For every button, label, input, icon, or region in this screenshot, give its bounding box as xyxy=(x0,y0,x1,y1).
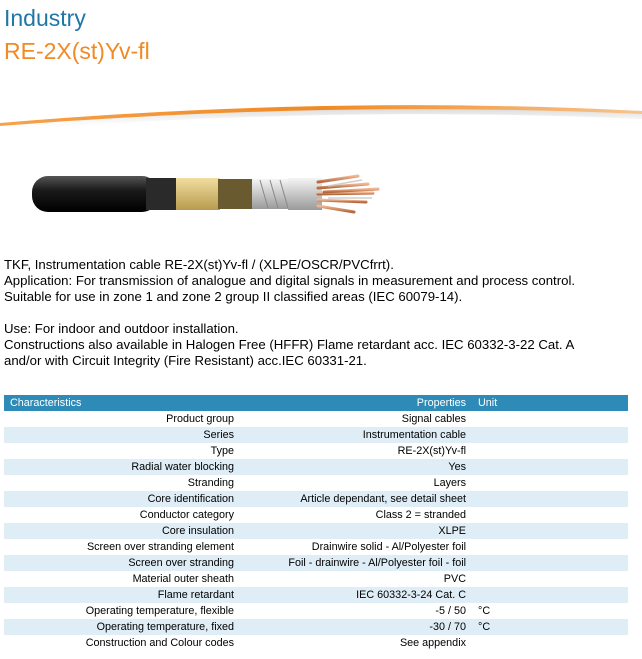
unit-cell: °C xyxy=(478,621,491,633)
characteristic-cell: Conductor category xyxy=(139,509,234,521)
characteristic-cell: Flame retardant xyxy=(157,589,234,601)
property-value-cell: Class 2 = stranded xyxy=(375,509,466,521)
table-row xyxy=(4,523,628,539)
characteristic-cell: Product group xyxy=(166,413,234,425)
header-characteristics: Characteristics xyxy=(10,397,82,409)
unit-cell xyxy=(472,443,628,459)
property-value-cell: Instrumentation cable xyxy=(362,429,466,441)
description-line: Constructions also available in Halogen Free (HFFR) Flame retardant acc. IEC 60332-3-22 Cat. A xyxy=(4,337,575,352)
table-row xyxy=(4,443,628,459)
table-row xyxy=(4,555,628,571)
property-value-cell: -5 / 50 xyxy=(435,605,466,617)
property-value-cell: Article dependant, see detail sheet xyxy=(300,493,466,505)
characteristic-cell: Screen over stranding xyxy=(128,557,234,569)
property-value-cell: -30 / 70 xyxy=(429,621,466,633)
characteristic-cell: Material outer sheath xyxy=(132,573,234,585)
unit-cell xyxy=(472,587,628,603)
unit-cell xyxy=(472,491,628,507)
property-value-cell: Drainwire solid - Al/Polyester foil xyxy=(311,541,466,553)
description-line: Suitable for use in zone 1 and zone 2 group II classified areas (IEC 60079-14). xyxy=(4,289,463,304)
characteristic-cell: Operating temperature, fixed xyxy=(96,621,234,633)
table-row xyxy=(4,635,628,651)
property-value-cell: See appendix xyxy=(399,637,466,649)
table-row xyxy=(4,587,628,603)
decorative-swoosh xyxy=(0,95,642,135)
table-row xyxy=(4,491,628,507)
table-row xyxy=(4,427,628,443)
characteristic-cell: Series xyxy=(203,429,234,441)
unit-cell xyxy=(472,459,628,475)
description-line: TKF, Instrumentation cable RE-2X(st)Yv-fl / (XLPE/OSCR/PVCfrrt). xyxy=(4,257,394,272)
characteristic-cell: Construction and Colour codes xyxy=(85,637,234,649)
product-title: RE-2X(st)Yv-fl xyxy=(4,38,150,64)
unit-cell xyxy=(472,427,628,443)
unit-cell xyxy=(472,539,628,555)
characteristic-cell: Core insulation xyxy=(161,525,234,537)
characteristic-cell: Operating temperature, flexible xyxy=(85,605,234,617)
unit-cell xyxy=(472,571,628,587)
characteristic-cell: Stranding xyxy=(187,477,234,489)
table-header-row xyxy=(4,395,628,411)
header-unit: Unit xyxy=(478,397,498,409)
property-value-cell: Layers xyxy=(433,477,466,489)
category-heading: Industry xyxy=(4,5,86,31)
description-line: and/or with Circuit Integrity (Fire Resistant) acc.IEC 60331-21. xyxy=(4,353,367,368)
property-value-cell: RE-2X(st)Yv-fl xyxy=(397,445,466,457)
description-line: Use: For indoor and outdoor installation. xyxy=(4,321,239,336)
property-value-cell: PVC xyxy=(443,573,466,585)
unit-cell: °C xyxy=(478,605,491,617)
unit-cell xyxy=(472,555,628,571)
table-row xyxy=(4,603,628,619)
description-line: Application: For transmission of analogue and digital signals in measurement and process control. xyxy=(4,273,576,288)
characteristic-cell: Radial water blocking xyxy=(131,461,234,473)
characteristics-table xyxy=(4,395,628,651)
characteristic-cell: Core identification xyxy=(147,493,234,505)
property-value-cell: IEC 60332-3-24 Cat. C xyxy=(356,589,466,601)
table-row xyxy=(4,411,628,427)
table-row xyxy=(4,459,628,475)
characteristic-cell: Screen over stranding element xyxy=(86,541,234,553)
property-value-cell: XLPE xyxy=(438,525,466,537)
header-properties: Properties xyxy=(416,397,466,409)
table-row xyxy=(4,619,628,635)
unit-cell xyxy=(472,635,628,651)
unit-cell xyxy=(472,411,628,427)
characteristic-cell: Type xyxy=(210,445,234,457)
property-value-cell: Foil - drainwire - Al/Polyester foil - foil xyxy=(288,557,466,569)
property-value-cell: Signal cables xyxy=(401,413,466,425)
property-value-cell: Yes xyxy=(448,461,466,473)
table-row xyxy=(4,539,628,555)
table-row xyxy=(4,507,628,523)
unit-cell xyxy=(472,507,628,523)
table-row xyxy=(4,475,628,491)
unit-cell xyxy=(472,523,628,539)
unit-cell xyxy=(472,475,628,491)
cable-image xyxy=(28,168,388,220)
table-row xyxy=(4,571,628,587)
